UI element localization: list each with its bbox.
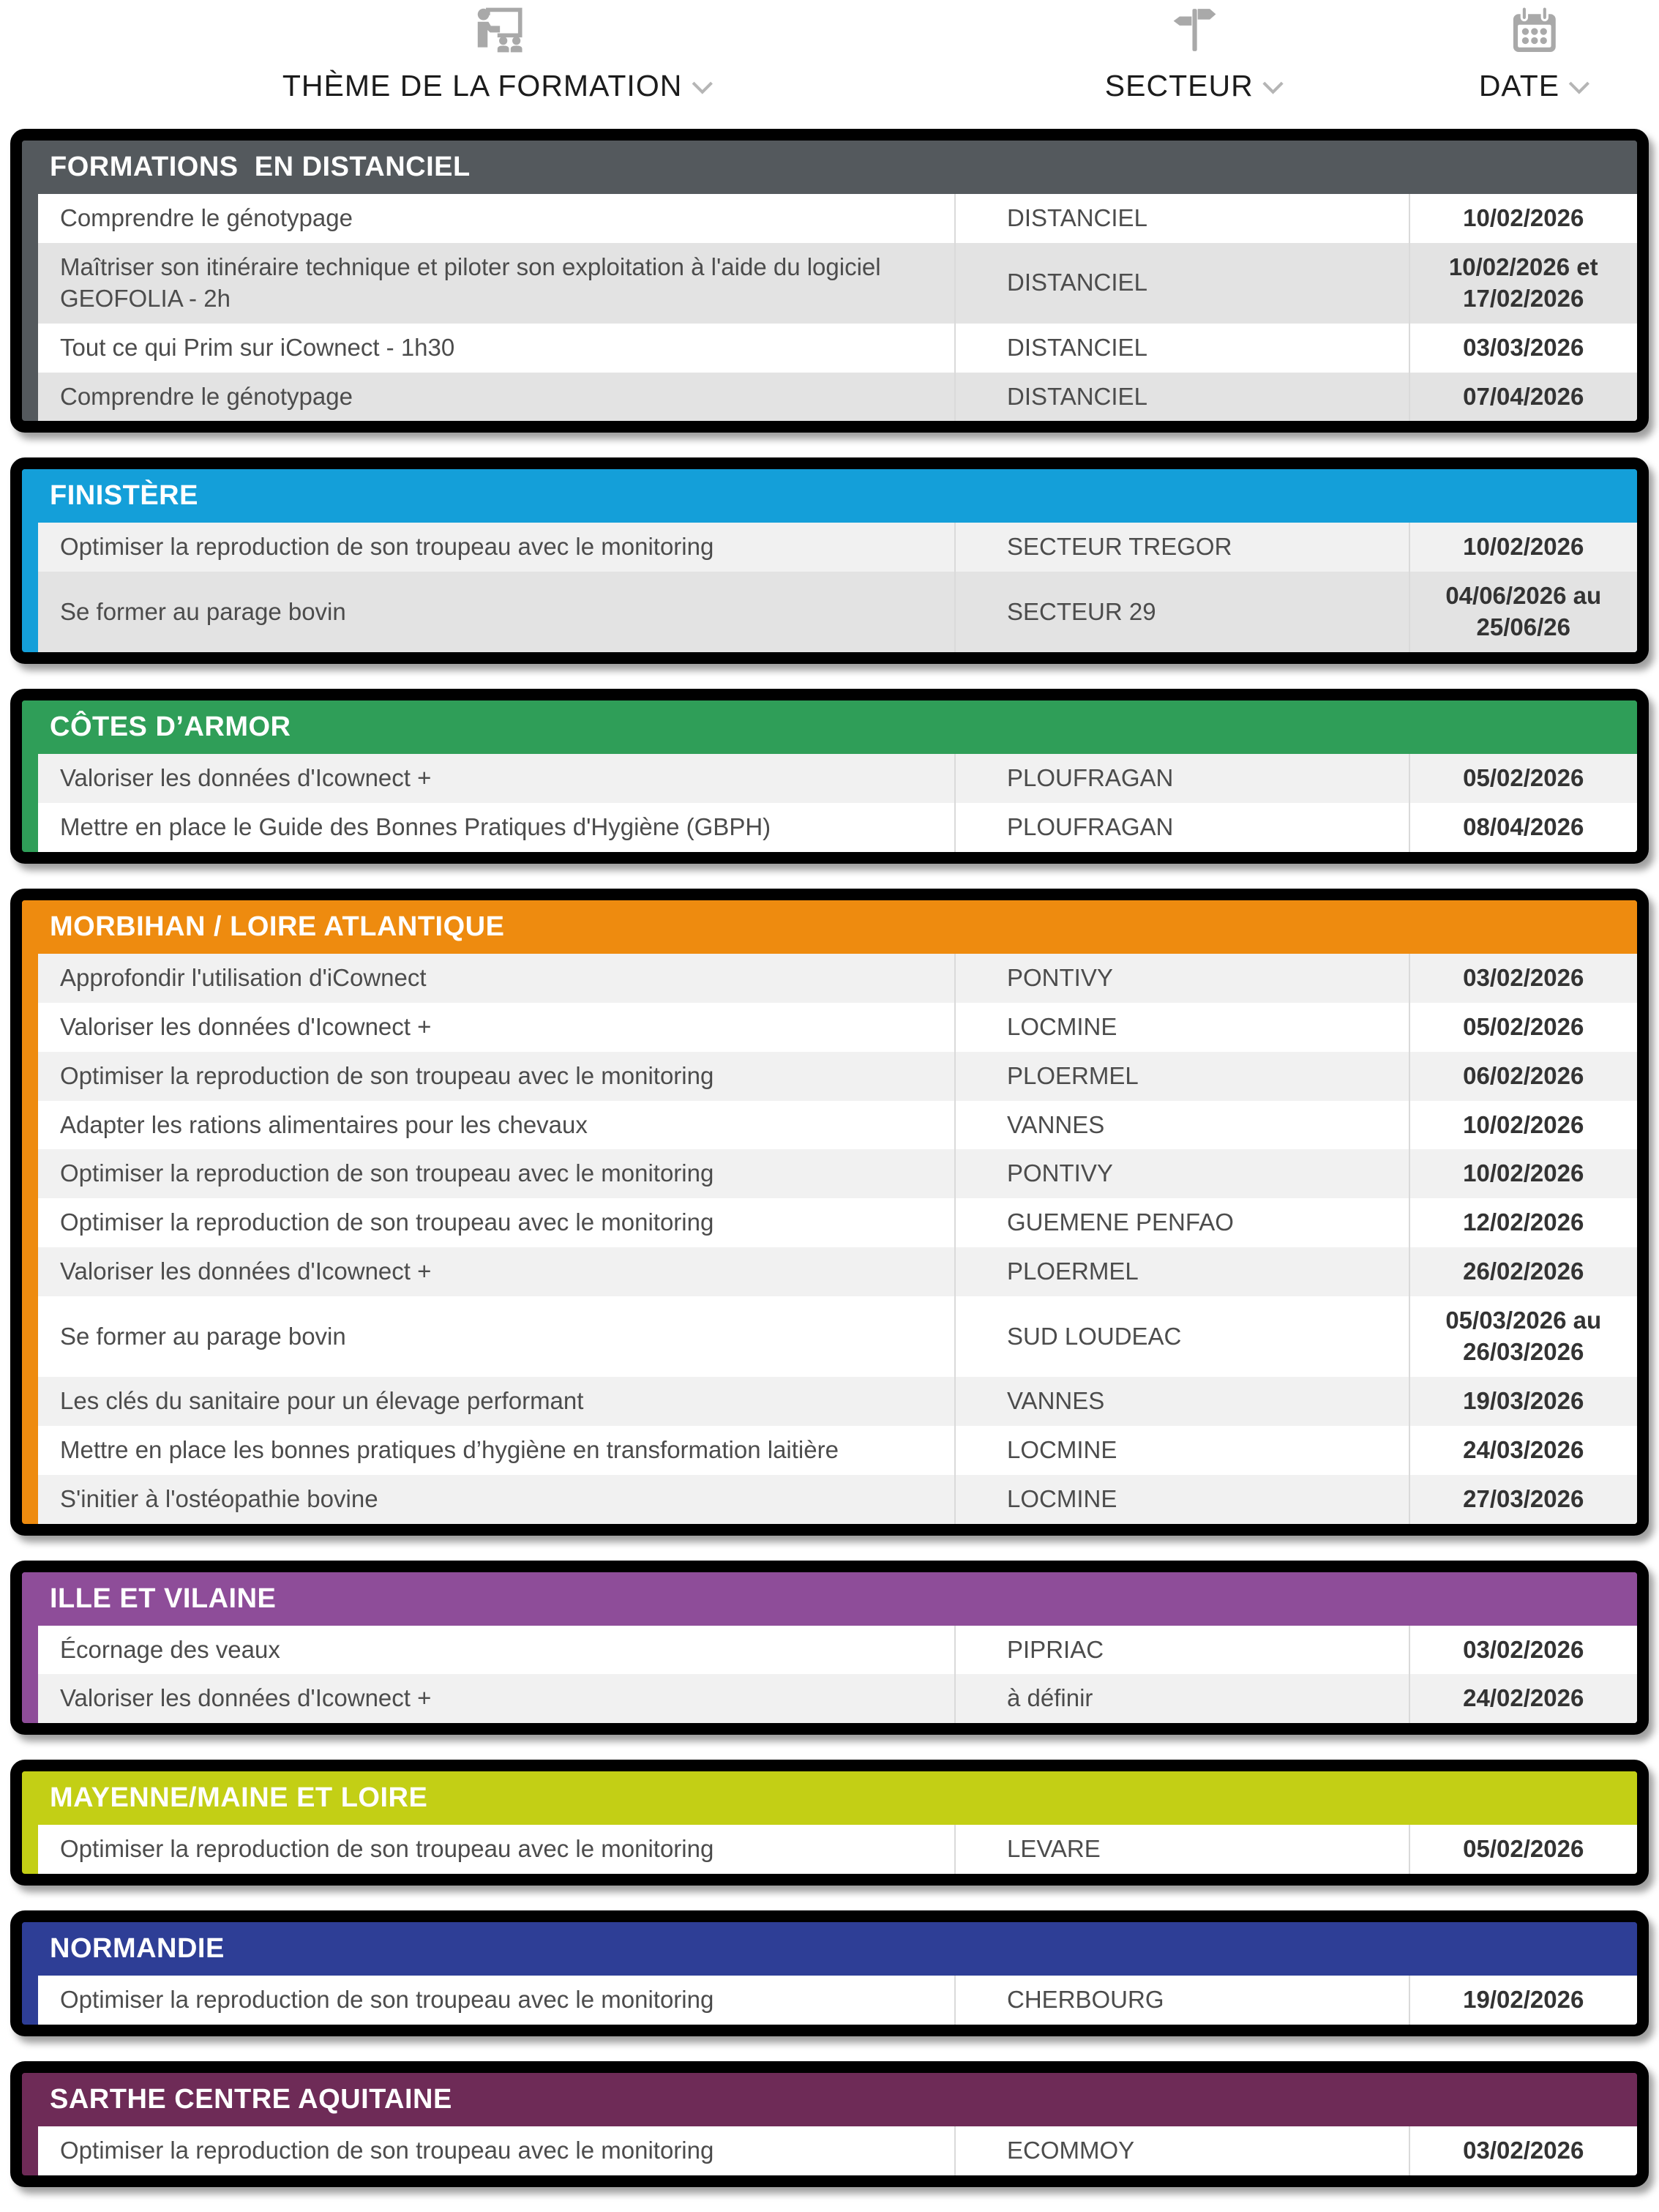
section-title: CÔTES D’ARMOR: [50, 711, 291, 743]
row-date: 05/02/2026: [1409, 754, 1637, 803]
region-section: [10, 1910, 1649, 2036]
row-date: 10/02/2026: [1409, 1101, 1637, 1150]
table-row: [38, 1426, 1637, 1475]
table-row: [38, 1976, 1637, 2025]
row-theme: Adapter les rations alimentaires pour les chevaux: [60, 1110, 588, 1138]
row-secteur: PLOUFRAGAN: [954, 803, 1409, 852]
row-theme: Comprendre le génotypage: [60, 204, 353, 231]
table-row: [38, 1475, 1637, 1524]
sections: [0, 129, 1659, 2187]
row-theme: Optimiser la reproduction de son troupeau avec le monitoring: [60, 1986, 714, 2014]
row-date: 19/02/2026: [1409, 1976, 1637, 2025]
row-theme: Comprendre le génotypage: [60, 382, 353, 410]
section-header: [22, 1771, 1637, 1825]
row-secteur: DISTANCIEL: [954, 373, 1409, 422]
region-section: [10, 1760, 1649, 1886]
row-theme: Valoriser les données d'Icownect +: [60, 1012, 432, 1040]
row-theme: Maîtriser son itinéraire technique et piloter son exploitation à l'aide du logiciel GEOFOLIA - 2h: [60, 253, 881, 312]
column-header-date[interactable]: [1479, 6, 1590, 103]
table-row: [38, 324, 1637, 373]
table-row: [38, 1377, 1637, 1426]
chevron-down-icon: [1262, 81, 1284, 99]
row-date: 07/04/2026: [1409, 373, 1637, 422]
chevron-down-icon: [691, 81, 713, 99]
region-section: [10, 889, 1649, 1536]
row-theme: Optimiser la reproduction de son troupeau avec le monitoring: [60, 533, 714, 561]
table-row: [38, 1149, 1637, 1198]
section-title: MAYENNE/MAINE ET LOIRE: [50, 1782, 428, 1814]
row-theme: Se former au parage bovin: [60, 597, 346, 625]
section-header: [22, 469, 1637, 523]
row-secteur: LOCMINE: [954, 1475, 1409, 1524]
row-secteur: DISTANCIEL: [954, 194, 1409, 243]
row-date: 03/02/2026: [1409, 954, 1637, 1003]
row-theme: Valoriser les données d'Icownect +: [60, 764, 432, 792]
section-rows: [38, 1825, 1637, 1874]
table-row: [38, 1674, 1637, 1723]
section-title: MORBIHAN / LOIRE ATLANTIQUE: [50, 911, 505, 942]
table-row: [38, 1296, 1637, 1377]
row-date: 19/03/2026: [1409, 1377, 1637, 1426]
row-date: 03/03/2026: [1409, 324, 1637, 373]
section-header: [22, 900, 1637, 954]
table-row: [38, 2126, 1637, 2175]
column-headers: [0, 0, 1659, 129]
row-secteur: ECOMMOY: [954, 2126, 1409, 2175]
row-secteur: VANNES: [954, 1101, 1409, 1150]
row-date: 10/02/2026: [1409, 194, 1637, 243]
row-theme: Les clés du sanitaire pour un élevage performant: [60, 1386, 584, 1414]
row-theme: Approfondir l'utilisation d'iCownect: [60, 963, 427, 991]
row-date: 10/02/2026: [1409, 523, 1637, 572]
row-theme: Mettre en place les bonnes pratiques d’hygiène en transformation laitière: [60, 1435, 839, 1463]
section-rows: [38, 2126, 1637, 2175]
table-row: [38, 373, 1637, 422]
row-date: 05/03/2026 au 26/03/2026: [1409, 1296, 1637, 1377]
table-row: [38, 1825, 1637, 1874]
table-row: [38, 754, 1637, 803]
row-theme: Optimiser la reproduction de son troupeau avec le monitoring: [60, 1061, 714, 1089]
row-date: 03/02/2026: [1409, 1626, 1637, 1675]
row-theme: Optimiser la reproduction de son troupeau avec le monitoring: [60, 1835, 714, 1863]
row-date: 12/02/2026: [1409, 1198, 1637, 1247]
table-row: [38, 523, 1637, 572]
row-date: 04/06/2026 au 25/06/26: [1409, 572, 1637, 652]
calendar-icon: [1512, 6, 1557, 54]
chevron-down-icon: [1568, 81, 1590, 99]
table-row: [38, 1626, 1637, 1675]
region-section: [10, 1561, 1649, 1735]
table-row: [38, 1052, 1637, 1101]
column-label-theme: THÈME DE LA FORMATION: [282, 69, 683, 102]
table-row: [38, 803, 1637, 852]
table-row: [38, 1003, 1637, 1052]
table-row: [38, 954, 1637, 1003]
region-section: [10, 457, 1649, 664]
row-secteur: LEVARE: [954, 1825, 1409, 1874]
row-secteur: VANNES: [954, 1377, 1409, 1426]
row-date: 24/02/2026: [1409, 1674, 1637, 1723]
row-theme: Valoriser les données d'Icownect +: [60, 1258, 432, 1285]
row-theme: Écornage des veaux: [60, 1635, 280, 1663]
region-section: [10, 689, 1649, 864]
row-secteur: LOCMINE: [954, 1003, 1409, 1052]
column-header-theme[interactable]: [282, 6, 713, 103]
section-title: NORMANDIE: [50, 1933, 225, 1965]
section-header: [22, 2073, 1637, 2126]
row-theme: Mettre en place le Guide des Bonnes Pratiques d'Hygiène (GBPH): [60, 813, 771, 841]
row-theme: Optimiser la reproduction de son troupeau avec le monitoring: [60, 1159, 714, 1187]
row-secteur: SECTEUR 29: [954, 572, 1409, 652]
presentation-icon: [471, 6, 524, 54]
column-label-secteur: SECTEUR: [1104, 69, 1254, 102]
row-secteur: GUEMENE PENFAO: [954, 1198, 1409, 1247]
row-date: 27/03/2026: [1409, 1475, 1637, 1524]
table-row: [38, 1198, 1637, 1247]
row-secteur: SECTEUR TREGOR: [954, 523, 1409, 572]
section-header: [22, 700, 1637, 754]
row-secteur: PONTIVY: [954, 1149, 1409, 1198]
row-date: 03/02/2026: [1409, 2126, 1637, 2175]
section-rows: [38, 194, 1637, 421]
table-row: [38, 194, 1637, 243]
table-row: [38, 243, 1637, 324]
row-theme: S'initier à l'ostéopathie bovine: [60, 1484, 378, 1512]
section-header: [22, 141, 1637, 194]
row-date: 10/02/2026 et 17/02/2026: [1409, 243, 1637, 324]
section-title: SARTHE CENTRE AQUITAINE: [50, 2084, 452, 2115]
row-theme: Se former au parage bovin: [60, 1322, 346, 1350]
column-label-date: DATE: [1478, 69, 1560, 102]
row-theme: Tout ce qui Prim sur iCownect - 1h30: [60, 333, 455, 361]
region-section: [10, 129, 1649, 433]
row-secteur: PONTIVY: [954, 954, 1409, 1003]
row-date: 05/02/2026: [1409, 1825, 1637, 1874]
row-date: 10/02/2026: [1409, 1149, 1637, 1198]
section-title: FINISTÈRE: [50, 480, 198, 512]
row-theme: Optimiser la reproduction de son troupeau avec le monitoring: [60, 1208, 714, 1236]
table-row: [38, 572, 1637, 652]
row-secteur: PIPRIAC: [954, 1626, 1409, 1675]
section-header: [22, 1572, 1637, 1626]
row-secteur: PLOERMEL: [954, 1247, 1409, 1296]
row-date: 24/03/2026: [1409, 1426, 1637, 1475]
section-title: ILLE ET VILAINE: [50, 1583, 277, 1614]
row-theme: Optimiser la reproduction de son troupeau avec le monitoring: [60, 2137, 714, 2164]
section-rows: [38, 1976, 1637, 2025]
table-row: [38, 1247, 1637, 1296]
row-secteur: DISTANCIEL: [954, 324, 1409, 373]
row-secteur: SUD LOUDEAC: [954, 1296, 1409, 1377]
section-rows: [38, 954, 1637, 1524]
section-header: [22, 1922, 1637, 1976]
signpost-icon: [1170, 6, 1218, 54]
table-row: [38, 1101, 1637, 1150]
row-secteur: à définir: [954, 1674, 1409, 1723]
row-theme: Valoriser les données d'Icownect +: [60, 1684, 432, 1712]
row-secteur: LOCMINE: [954, 1426, 1409, 1475]
row-secteur: PLOUFRAGAN: [954, 754, 1409, 803]
row-secteur: CHERBOURG: [954, 1976, 1409, 2025]
row-date: 05/02/2026: [1409, 1003, 1637, 1052]
section-title: FORMATIONS EN DISTANCIEL: [50, 152, 471, 182]
row-secteur: DISTANCIEL: [954, 243, 1409, 324]
region-section: [10, 2061, 1649, 2187]
column-header-secteur[interactable]: [1105, 6, 1284, 103]
section-rows: [38, 754, 1637, 852]
section-rows: [38, 1626, 1637, 1724]
section-rows: [38, 523, 1637, 652]
row-date: 06/02/2026: [1409, 1052, 1637, 1101]
row-secteur: PLOERMEL: [954, 1052, 1409, 1101]
row-date: 26/02/2026: [1409, 1247, 1637, 1296]
row-date: 08/04/2026: [1409, 803, 1637, 852]
